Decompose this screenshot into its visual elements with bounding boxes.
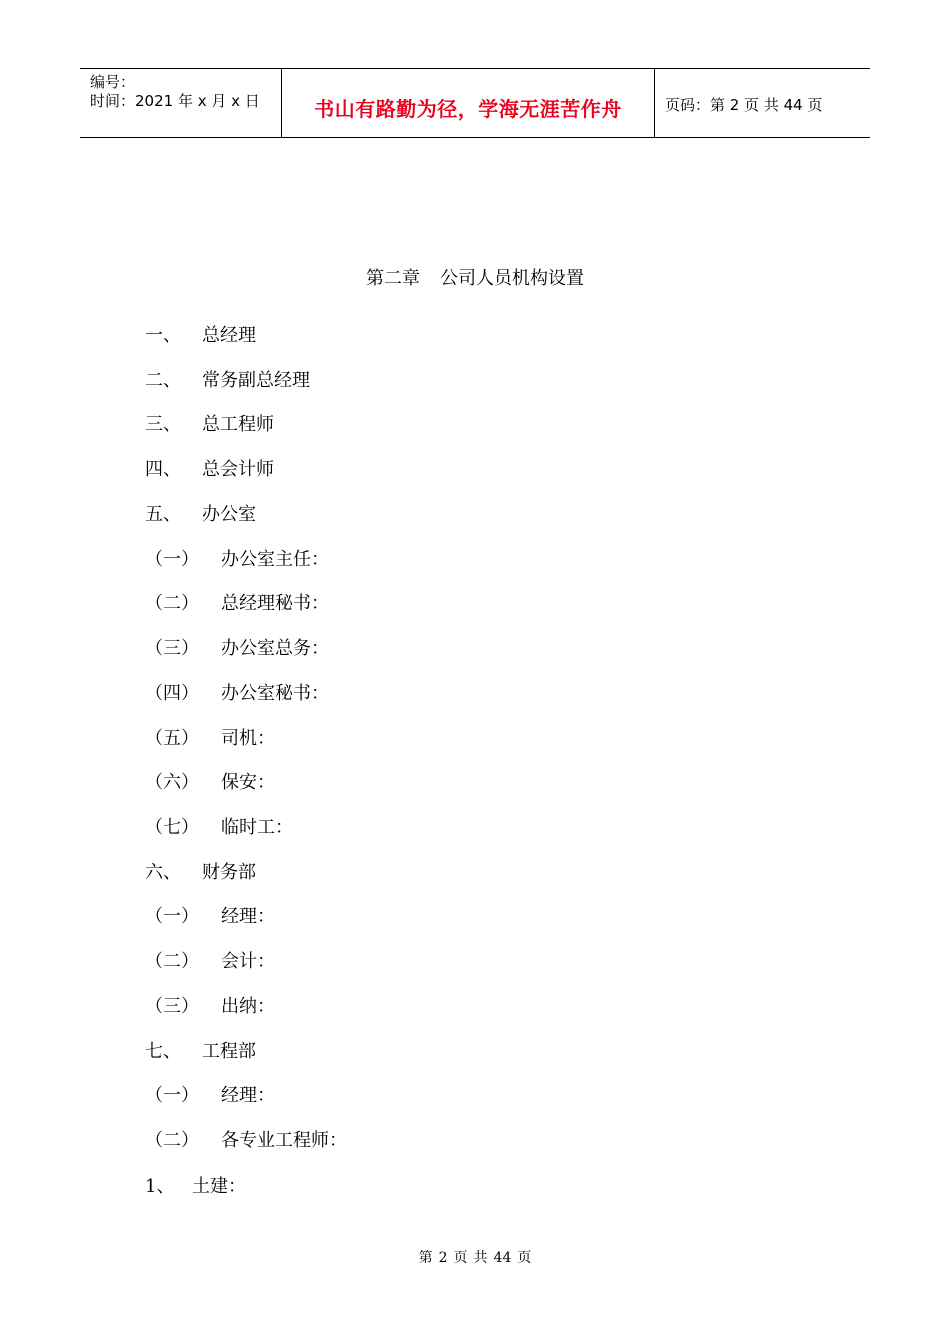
list-item-text: 财务部 [202,862,256,883]
chapter-title [0,264,950,290]
list-item-number: （三） [145,638,199,659]
list-item-number: （一） [145,906,199,927]
list-item-text: 临时工： [221,817,293,838]
page-footer [0,1247,950,1267]
list-item-text: 总经理秘书： [221,593,329,614]
list-item-number: （一） [145,549,199,570]
list-item-number: 1、 [145,1176,175,1197]
list-item-text: 总经理 [202,325,256,346]
doc-number-label: 编号： [90,73,136,91]
list-item-number: 七、 [145,1041,181,1062]
list-item-number: （五） [145,728,199,749]
header-page-cell [655,69,870,137]
list-item-text: 出纳： [221,996,275,1017]
list-item-text: 土建： [192,1176,246,1197]
footer-ye: 页 [453,1250,468,1266]
list-item-text: 会计： [221,951,275,972]
list-item-number: 五、 [145,504,181,525]
list-item-text: 司机： [221,728,275,749]
list-item-text: 各专业工程师： [221,1130,347,1151]
header-page-info: 页码：第 2 页 共 44 页 [665,96,823,114]
doc-time-label: 时间：2021 年 x 月 x 日 [90,92,260,110]
footer-di: 第 [418,1250,433,1266]
list-item-text: 经理： [221,1085,275,1106]
list-item-number: （二） [145,1130,199,1151]
list-item-number: （二） [145,593,199,614]
header-info-cell [80,69,282,137]
list-item-number: 四、 [145,459,181,480]
list-item-number: 二、 [145,370,181,391]
footer-total-pages: 44 [493,1250,512,1266]
list-item-number: （四） [145,683,199,704]
list-item-number: （二） [145,951,199,972]
list-item-text: 总工程师 [202,414,274,435]
footer-page-number: 2 [438,1250,448,1266]
footer-gong: 共 [473,1250,488,1266]
list-item-number: （七） [145,817,199,838]
list-item-text: 经理： [221,906,275,927]
list-item-text: 办公室总务： [221,638,329,659]
page-header [80,68,870,138]
chapter-number: 第二章 [366,268,420,289]
footer-ye-end: 页 [517,1250,532,1266]
list-item-text: 总会计师 [202,459,274,480]
list-item-text: 常务副总经理 [202,370,310,391]
list-item-number: （六） [145,772,199,793]
motto-text: 书山有路勤为径，学海无涯苦作舟 [314,97,622,121]
list-item-text: 办公室秘书： [221,683,329,704]
list-item-number: （三） [145,996,199,1017]
chapter-heading: 公司人员机构设置 [440,268,584,289]
list-item-text: 工程部 [202,1041,256,1062]
list-item-text: 办公室主任： [221,549,329,570]
list-item-number: （一） [145,1085,199,1106]
list-item-number: 六、 [145,862,181,883]
list-item-text: 办公室 [202,504,256,525]
list-item-number: 一、 [145,325,181,346]
list-item-number: 三、 [145,414,181,435]
header-motto-cell [282,69,655,137]
list-item-text: 保安： [221,772,275,793]
